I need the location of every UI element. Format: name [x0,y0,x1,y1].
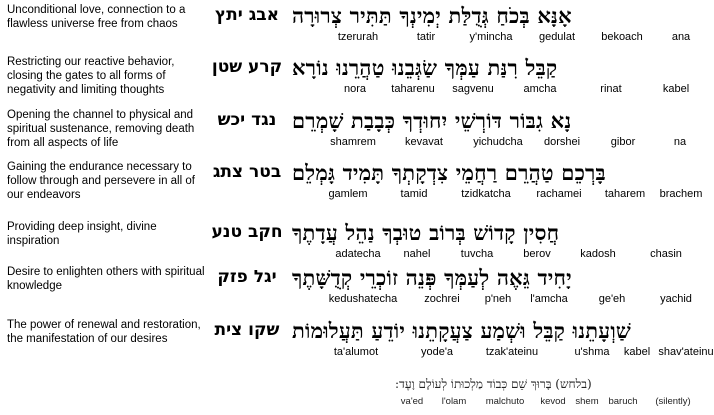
transliteration-word: kadosh [580,248,616,260]
transliteration-word: baruch [608,396,638,407]
letter-code: קרע שטן [211,57,283,77]
transliteration-word: va'ed [400,396,424,407]
transliteration-line [295,136,695,152]
verse-description: Restricting our reactive behavior, closing the gates to all forms of negativity and limiting thoughts [7,56,175,96]
transliteration-word: ta'alumot [333,346,379,358]
transliteration-word: nahel [403,248,431,260]
transliteration-word: taharem [604,188,646,200]
transliteration-word: y'mincha [469,31,513,43]
transliteration-word: tzidkatcha [461,188,511,200]
transliteration-word: nora [343,83,367,95]
hebrew-verse: שַׁוְעָתֵנוּ קַבֵּל וּשְׁמַע צַעֲקָתֵנוּ יוֹדֵעַ תַּעֲלוּמוֹת [292,318,631,343]
transliteration-word: gedulat [538,31,576,43]
transliteration-word: kedushatecha [328,293,398,305]
transliteration-word: zochrei [424,293,460,305]
hebrew-verse: יָחִיד גֵּאֶה לְעַמְּךָ פְּנֵה זוֹכְרֵי קְדֻשָּׁתֶךָ [292,265,572,290]
letter-code: חקב טנע [211,222,283,242]
transliteration-word: (silently) [655,396,691,407]
transliteration-line [295,188,703,204]
final-transliteration-line [395,396,695,410]
verse-description: Gaining the endurance necessary to follow through and persevere in all of our endeavors [7,161,195,201]
letter-code: בטר צתג [212,162,282,182]
hebrew-verse: חֲסִין קָדוֹשׁ בְּרוֹב טוּבְךָ נַהֵל עֲדָתֶךָ [292,220,560,245]
verse-row [0,160,703,208]
transliteration-word: l'olam [441,396,467,407]
hebrew-verse: נָא גִבּוֹר דּוֹרְשֵׁי יִחוּדְךָ כְּבָבַת שָׁמְרֵם [292,108,572,133]
transliteration-line [295,83,695,99]
transliteration-word: rachamei [536,188,582,200]
transliteration-word: kevod [540,396,566,407]
verse-row [0,265,700,313]
verse-description: Providing deep insight, divine inspiration [7,221,157,247]
transliteration-word: yachid [660,293,692,305]
transliteration-word: yode'a [420,346,454,358]
verse-row [0,55,700,103]
transliteration-word: ana [671,31,691,43]
letter-code: נגד יכש [217,110,277,130]
transliteration-word: dorshei [543,136,581,148]
transliteration-word: kabel [623,346,651,358]
transliteration-word: sagvenu [452,83,494,95]
letter-code: שקו צית [214,320,280,340]
transliteration-word: berov [523,248,551,260]
transliteration-word: chasin [650,248,682,260]
verse-description: The power of renewal and restoration, the manifestation of our desires [7,319,201,345]
transliteration-word: taharenu [391,83,435,95]
verse-row [0,108,700,156]
transliteration-word: shav'ateinu [658,346,714,358]
hebrew-verse: קַבֵּל רִנַּת עַמְּךָ שַׂגְּבֵנוּ טַהֲרֵנוּ נוֹרָא [292,55,558,80]
transliteration-line [295,346,714,362]
transliteration-word: shem [575,396,599,407]
transliteration-word: tatir [416,31,436,43]
final-hebrew-line: (בלחש) בָּרוּךְ שֵׁם כְּבוֹד מַלְכוּתוֹ לְעוֹלָם וָעֶד: [395,377,592,391]
transliteration-word: bekoach [601,31,643,43]
verse-description: Unconditional love, connection to a flawless universe free from chaos [7,4,186,30]
transliteration-word: yichudcha [473,136,523,148]
transliteration-word: tamid [400,188,428,200]
transliteration-word: gamlem [328,188,368,200]
transliteration-line [295,31,695,47]
transliteration-word: p'neh [484,293,512,305]
verse-row [0,3,700,51]
transliteration-word: malchuto [485,396,525,407]
transliteration-word: tzak'ateinu [485,346,539,358]
transliteration-word: tuvcha [460,248,494,260]
transliteration-word: rinat [600,83,622,95]
transliteration-line [295,248,695,264]
hebrew-verse: אָנָּא בְּכֹחַ גְּדֻלַּת יְמִינְךָ תַּתִּיר צְרוּרָה [292,3,572,28]
transliteration-word: l'amcha [530,293,568,305]
transliteration-word: shamrem [330,136,376,148]
letter-code: אבג יתץ [214,5,280,25]
verse-description: Desire to enlighten others with spiritual knowledge [7,266,205,292]
verse-row [0,318,714,366]
verse-row [0,220,700,268]
transliteration-word: na [673,136,687,148]
transliteration-word: gibor [610,136,636,148]
transliteration-word: brachem [659,188,703,200]
transliteration-word: adatecha [335,248,381,260]
letter-code: יגל פזק [217,267,277,287]
transliteration-word: amcha [523,83,557,95]
transliteration-word: kevavat [405,136,443,148]
transliteration-word: ge'eh [598,293,626,305]
transliteration-word: tzerurah [337,31,379,43]
verse-description: Opening the channel to physical and spiritual sustenance, removing death from all aspects of life [7,109,195,149]
transliteration-word: u'shma [574,346,610,358]
hebrew-verse: בָּרְכֵם טַהֲרֵם רַחֲמֵי צִדְקָתְךָ תָּמִיד גָּמְלֵם [292,160,606,185]
transliteration-word: kabel [662,83,690,95]
transliteration-line [295,293,695,309]
